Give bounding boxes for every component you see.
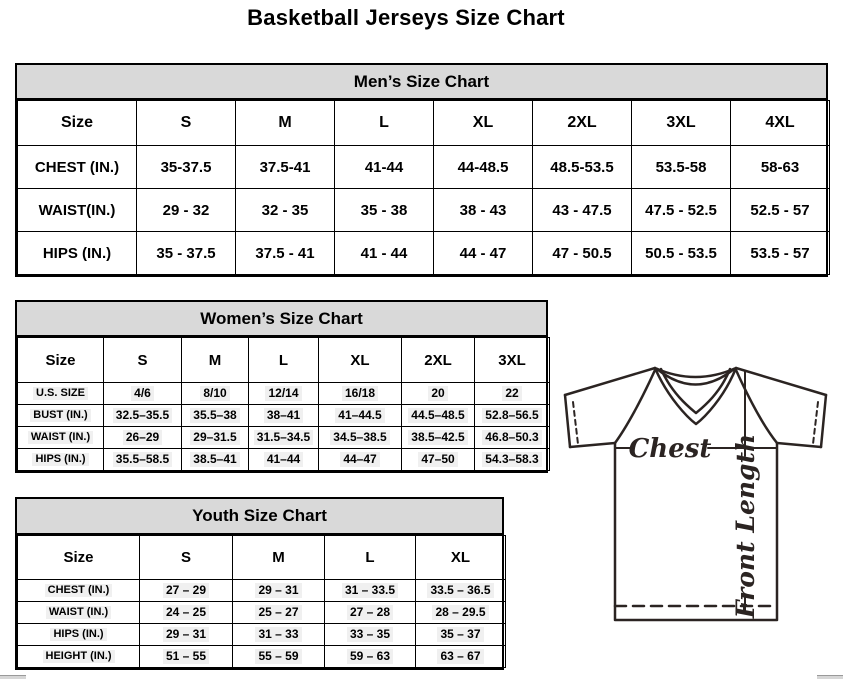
size-value-cell: 35-37.5	[137, 146, 236, 189]
size-value-cell: 29 – 31	[233, 580, 325, 602]
youth-chart-title-bar: Youth Size Chart	[17, 499, 502, 535]
row-label: HIPS (IN.)	[18, 449, 104, 471]
table-row	[18, 602, 506, 624]
size-value-cell: 38.5–42.5	[402, 427, 475, 449]
jersey-right-shoulder	[736, 368, 826, 395]
size-value-cell: 20	[402, 383, 475, 405]
column-header: M	[182, 338, 249, 383]
column-header: 3XL	[632, 101, 731, 146]
row-label: WAIST (IN.)	[18, 427, 104, 449]
jersey-left-shoulder	[565, 368, 655, 395]
size-value-cell: 37.5 - 41	[236, 232, 335, 275]
size-value-cell: 47–50	[402, 449, 475, 471]
size-value-cell: 38–41	[249, 405, 319, 427]
table-row	[18, 383, 550, 405]
jersey-left-sleeve-seam	[615, 370, 655, 443]
row-label: HIPS (IN.)	[18, 232, 137, 275]
size-value-cell: 4/6	[104, 383, 182, 405]
page-title: Basketball Jerseys Size Chart	[247, 5, 565, 30]
size-value-cell: 43 - 47.5	[533, 189, 632, 232]
table-row	[18, 232, 830, 275]
size-value-cell: 24 – 25	[140, 602, 233, 624]
size-value-cell: 41-44	[335, 146, 434, 189]
size-value-cell: 38 - 43	[434, 189, 533, 232]
column-header: 2XL	[402, 338, 475, 383]
column-header: M	[233, 536, 325, 580]
size-value-cell: 28 – 29.5	[416, 602, 506, 624]
size-value-cell: 44–47	[319, 449, 402, 471]
size-column-header: Size	[18, 338, 104, 383]
table-row	[18, 646, 506, 668]
jersey-diagram-icon	[556, 356, 840, 632]
jersey-left-cuff-edge	[565, 395, 570, 447]
size-value-cell: 41 - 44	[335, 232, 434, 275]
front-length-label: Front Length	[731, 433, 760, 619]
jersey-right-underarm	[777, 443, 821, 447]
size-value-cell: 52.5 - 57	[731, 189, 830, 232]
size-value-cell: 51 – 55	[140, 646, 233, 668]
column-header: 3XL	[475, 338, 550, 383]
table-row	[18, 427, 550, 449]
size-value-cell: 38.5–41	[182, 449, 249, 471]
size-value-cell: 47.5 - 52.5	[632, 189, 731, 232]
size-value-cell: 35 - 38	[335, 189, 434, 232]
chest-label: Chest	[628, 434, 712, 464]
mens-size-table	[17, 100, 830, 275]
column-header: 2XL	[533, 101, 632, 146]
size-value-cell: 35.5–38	[182, 405, 249, 427]
youth-size-table	[17, 535, 506, 668]
column-header: L	[335, 101, 434, 146]
size-value-cell: 37.5-41	[236, 146, 335, 189]
size-value-cell: 53.5 - 57	[731, 232, 830, 275]
size-value-cell: 34.5–38.5	[319, 427, 402, 449]
size-value-cell: 63 – 67	[416, 646, 506, 668]
table-row	[18, 189, 830, 232]
size-value-cell: 29–31.5	[182, 427, 249, 449]
size-value-cell: 59 – 63	[325, 646, 416, 668]
table-row	[18, 146, 830, 189]
size-value-cell: 31 – 33.5	[325, 580, 416, 602]
column-header: XL	[434, 101, 533, 146]
size-value-cell: 26–29	[104, 427, 182, 449]
size-value-cell: 16/18	[319, 383, 402, 405]
size-column-header: Size	[18, 536, 140, 580]
size-column-header: Size	[18, 101, 137, 146]
size-value-cell: 44 - 47	[434, 232, 533, 275]
size-value-cell: 35 – 37	[416, 624, 506, 646]
jersey-right-cuff-edge	[821, 395, 826, 447]
column-header: L	[325, 536, 416, 580]
left-cuff-dashed-line	[573, 402, 578, 444]
size-value-cell: 29 – 31	[140, 624, 233, 646]
table-row	[18, 405, 550, 427]
row-label: HEIGHT (IN.)	[18, 646, 140, 668]
size-value-cell: 41–44	[249, 449, 319, 471]
womens-size-chart	[15, 300, 548, 473]
size-value-cell: 32.5–35.5	[104, 405, 182, 427]
size-value-cell: 50.5 - 53.5	[632, 232, 731, 275]
row-label: BUST (IN.)	[18, 405, 104, 427]
column-header: M	[236, 101, 335, 146]
size-value-cell: 33.5 – 36.5	[416, 580, 506, 602]
size-value-cell: 48.5-53.5	[533, 146, 632, 189]
size-value-cell: 8/10	[182, 383, 249, 405]
column-header: 4XL	[731, 101, 830, 146]
womens-size-table	[17, 337, 550, 471]
size-value-cell: 25 – 27	[233, 602, 325, 624]
size-value-cell: 58-63	[731, 146, 830, 189]
column-header: S	[140, 536, 233, 580]
column-header: L	[249, 338, 319, 383]
row-label: WAIST(IN.)	[18, 189, 137, 232]
size-value-cell: 27 – 28	[325, 602, 416, 624]
header-row	[18, 536, 506, 580]
row-label: CHEST (IN.)	[18, 580, 140, 602]
youth-size-chart	[15, 497, 504, 670]
size-value-cell: 54.3–58.3	[475, 449, 550, 471]
size-value-cell: 29 - 32	[137, 189, 236, 232]
jersey-measurement-diagram	[556, 356, 840, 632]
table-row	[18, 580, 506, 602]
header-row	[18, 101, 830, 146]
row-label: HIPS (IN.)	[18, 624, 140, 646]
jersey-left-underarm	[570, 443, 615, 447]
right-cuff-dashed-line	[813, 402, 818, 444]
size-value-cell: 44.5–48.5	[402, 405, 475, 427]
size-value-cell: 44-48.5	[434, 146, 533, 189]
header-row	[18, 338, 550, 383]
mens-size-chart	[15, 63, 828, 277]
scrollbar-fragment-left[interactable]	[0, 675, 26, 679]
size-value-cell: 22	[475, 383, 550, 405]
column-header: S	[137, 101, 236, 146]
size-value-cell: 53.5-58	[632, 146, 731, 189]
column-header: XL	[319, 338, 402, 383]
jersey-right-sleeve-seam	[736, 370, 777, 443]
size-value-cell: 31.5–34.5	[249, 427, 319, 449]
column-header: XL	[416, 536, 506, 580]
size-value-cell: 27 – 29	[140, 580, 233, 602]
row-label: U.S. SIZE	[18, 383, 104, 405]
size-value-cell: 35.5–58.5	[104, 449, 182, 471]
size-value-cell: 12/14	[249, 383, 319, 405]
collar-v-inner	[661, 369, 730, 413]
size-value-cell: 41–44.5	[319, 405, 402, 427]
scrollbar-fragment-right[interactable]	[817, 675, 843, 679]
size-value-cell: 32 - 35	[236, 189, 335, 232]
table-row	[18, 449, 550, 471]
size-value-cell: 52.8–56.5	[475, 405, 550, 427]
womens-chart-title-bar: Women’s Size Chart	[17, 302, 546, 337]
mens-chart-title-bar: Men’s Size Chart	[17, 65, 826, 100]
size-value-cell: 55 – 59	[233, 646, 325, 668]
row-label: WAIST (IN.)	[18, 602, 140, 624]
column-header: S	[104, 338, 182, 383]
size-value-cell: 31 – 33	[233, 624, 325, 646]
size-value-cell: 35 - 37.5	[137, 232, 236, 275]
size-value-cell: 33 – 35	[325, 624, 416, 646]
table-row	[18, 624, 506, 646]
size-value-cell: 47 - 50.5	[533, 232, 632, 275]
row-label: CHEST (IN.)	[18, 146, 137, 189]
size-value-cell: 46.8–50.3	[475, 427, 550, 449]
